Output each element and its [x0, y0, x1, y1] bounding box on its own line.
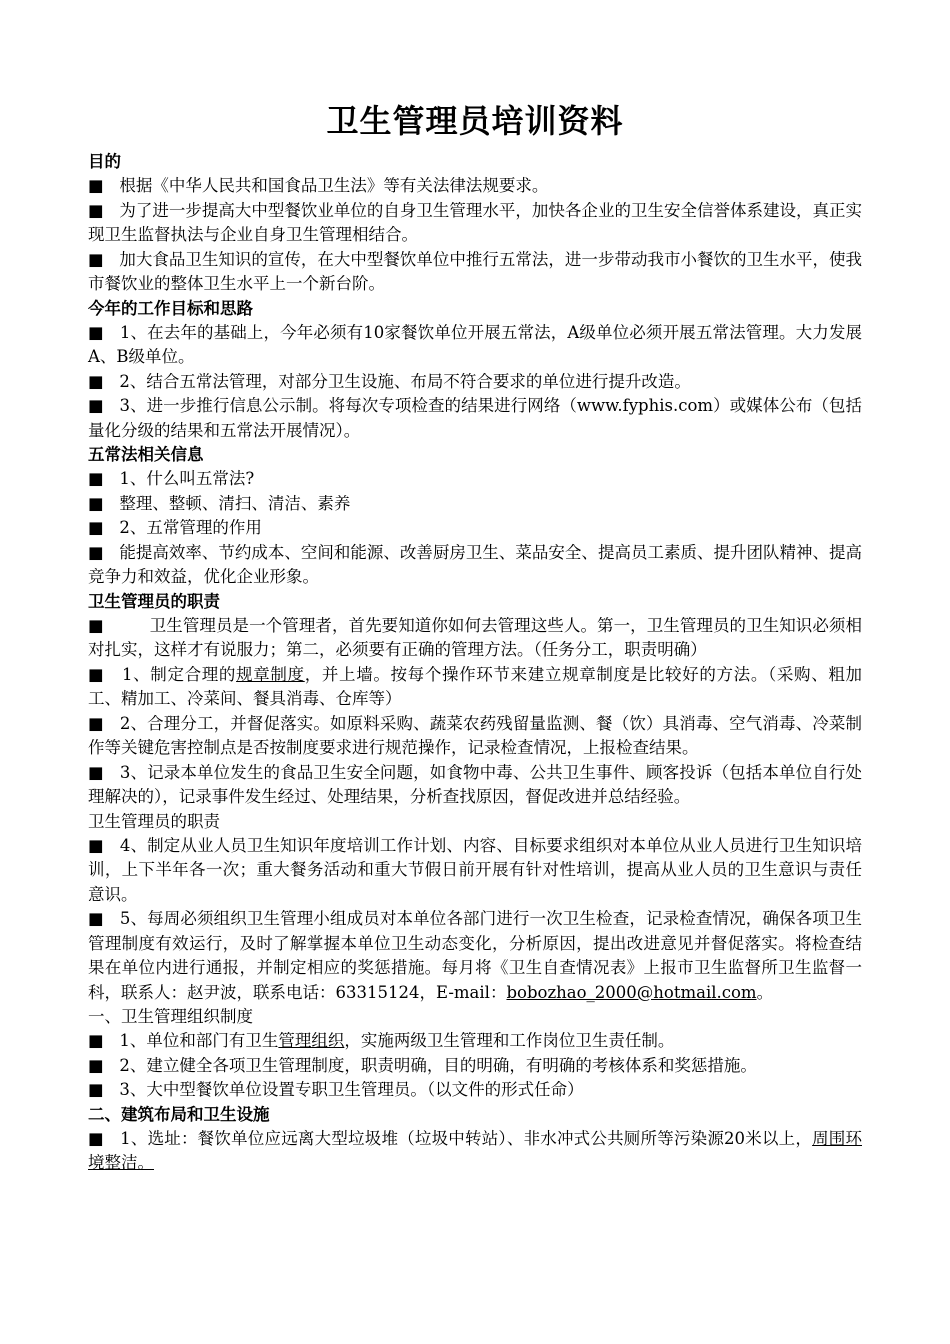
paragraph-text: 3、记录本单位发生的食品卫生安全问题，如食物中毒、公共卫生事件、顾客投诉（包括本单位自行处理解决的），记录事件发生经过、处理结果，分析查找原因，督促改进并总结经验。	[88, 762, 862, 806]
paragraph-text: 加大食品卫生知识的宣传，在大中型餐饮单位中推行五常法，进一步带动我市小餐饮的卫生水平，使我市餐饮业的整体卫生水平上一个新台阶。	[88, 249, 862, 293]
bullet-icon: ■	[88, 176, 104, 195]
paragraph	[88, 174, 862, 199]
paragraph	[88, 467, 862, 492]
paragraph	[88, 199, 862, 248]
paragraph	[88, 614, 862, 663]
bullet-icon: ■	[88, 713, 104, 733]
paragraph-text: 2、结合五常法管理，对部分卫生设施、布局不符合要求的单位进行提升改造。	[119, 371, 691, 391]
paragraph-text: 根据《中华人民共和国食品卫生法》等有关法律法规要求。	[119, 176, 549, 195]
bullet-icon: ■	[88, 396, 104, 415]
paragraph-text: 3、进一步推行信息公示制。将每次专项检查的结果进行网络（www.fyphis.com）或媒体公布（包括量化分级的结果和五常法开展情况）。	[88, 396, 862, 440]
bullet-icon: ■	[88, 1080, 104, 1099]
bullet-icon: ■	[88, 1055, 104, 1075]
paragraph-text: 能提高效率、节约成本、空间和能源、改善厨房卫生、菜品安全、提高员工素质、提升团队精神、提高竞争力和效益，优化企业形象。	[88, 542, 862, 586]
bullet-icon: ■	[88, 835, 104, 855]
paragraph-text: 1、什么叫五常法?	[119, 469, 255, 488]
bullet-icon: ■	[88, 493, 104, 513]
email-link[interactable]: bobozhao_2000@hotmail.com	[506, 982, 757, 1002]
paragraph	[88, 321, 862, 370]
paragraph-text: ，并上墙。按每个操作环节来建立规章制度是比较好的方法。（采购、粗加工、精加工、冷菜间、餐具消毒、仓库等）	[88, 664, 863, 708]
bullet-icon: ■	[88, 762, 104, 782]
paragraph-text: 1、制定合理的	[121, 664, 237, 684]
paragraph-text: ，实施两级卫生管理和工作岗位卫生责任制。	[344, 1031, 675, 1050]
bullet-icon: ■	[88, 664, 105, 684]
paragraph	[88, 712, 862, 761]
paragraph	[88, 1054, 862, 1079]
paragraph-text: 2、建立健全各项卫生管理制度，职责明确，目的明确，有明确的考核体系和奖惩措施。	[119, 1055, 757, 1075]
paragraph-text: 。	[756, 982, 774, 1002]
section-heading-duties: 卫生管理员的职责	[88, 591, 220, 611]
paragraph	[88, 663, 862, 712]
section-heading-duties-2: 卫生管理员的职责	[88, 811, 220, 831]
underlined-text: 周围环境整洁。	[88, 1128, 862, 1172]
bullet-icon: ■	[88, 249, 104, 269]
paragraph	[88, 248, 862, 297]
paragraph-text: 4、制定从业人员卫生知识年度培训工作计划、内容、目标要求组织对本单位从业人员进行卫生知识培训，上下半年各一次；重大餐务活动和重大节假日前开展有针对性培训，提高从业人员的卫生意识与责任意识。	[88, 835, 862, 904]
bullet-icon: ■	[88, 909, 104, 928]
bullet-icon: ■	[88, 518, 104, 537]
paragraph-text: 1、在去年的基础上，今年必须有10家餐饮单位开展五常法，A级单位必须开展五常法管理。大力发展A、B级单位。	[88, 322, 862, 366]
paragraph	[88, 492, 862, 517]
paragraph	[88, 1029, 862, 1054]
paragraph-text: 2、合理分工，并督促落实。如原料采购、蔬菜农药残留量监测、餐（饮）具消毒、空气消毒、冷菜制作等关键危害控制点是否按制度要求进行规范操作，记录检查情况，上报检查结果。	[88, 713, 862, 757]
paragraph-text: 卫生管理员是一个管理者，首先要知道你如何去管理这些人。第一，卫生管理员的卫生知识必须相对扎实，这样才有说服力；第二，必须要有正确的管理方法。（任务分工，职责明确）	[88, 615, 862, 659]
section-heading-goals: 今年的工作目标和思路	[88, 298, 253, 318]
paragraph-text: 2、五常管理的作用	[119, 518, 262, 537]
bullet-icon: ■	[88, 615, 104, 635]
paragraph	[88, 370, 862, 395]
paragraph-text: 1、选址：餐饮单位应远离大型垃圾堆（垃圾中转站）、非水冲式公共厕所等污染源20米以上，	[120, 1128, 813, 1148]
underlined-text: 管理组织	[278, 1031, 345, 1050]
paragraph	[88, 394, 862, 443]
paragraph	[88, 907, 862, 1005]
paragraph	[88, 1078, 862, 1103]
paragraph	[88, 541, 862, 590]
section-heading-org: 一、卫生管理组织制度	[88, 1007, 253, 1026]
document-title: 卫生管理员培训资料	[326, 102, 624, 140]
bullet-icon: ■	[88, 371, 104, 391]
section-heading-building: 二、建筑布局和卫生设施	[88, 1104, 270, 1124]
paragraph	[88, 516, 862, 541]
bullet-icon: ■	[88, 322, 104, 342]
bullet-icon: ■	[88, 469, 104, 488]
bullet-icon: ■	[88, 200, 104, 220]
section-heading-purpose: 目的	[88, 152, 121, 171]
section-heading-five-s: 五常法相关信息	[88, 445, 204, 464]
bullet-icon: ■	[88, 542, 104, 562]
paragraph-text: 1、单位和部门有卫生	[119, 1031, 279, 1050]
paragraph	[88, 834, 862, 908]
paragraph	[88, 1127, 862, 1176]
paragraph-text: 整理、整顿、清扫、清洁、素养	[119, 493, 351, 513]
bullet-icon: ■	[88, 1128, 104, 1148]
paragraph	[88, 761, 862, 810]
paragraph-text: 3、大中型餐饮单位设置专职卫生管理员。（以文件的形式任命）	[119, 1080, 584, 1099]
paragraph-text: 为了进一步提高大中型餐饮业单位的自身卫生管理水平，加快各企业的卫生安全信誉体系建设，真正实现卫生监督执法与企业自身卫生管理相结合。	[88, 200, 862, 244]
paragraph-text: 5、每周必须组织卫生管理小组成员对本单位各部门进行一次卫生检查，记录检查情况，确保各项卫生管理制度有效运行，及时了解掌握本单位卫生动态变化，分析原因，提出改进意见并督促落实。将检查结果在单位内进行通报，并制定相应的奖惩措施。每月将《卫生自查情况表》上报市卫生监督所卫生监督一科，联系人：赵尹波，联系电话：63315124，E-mail：	[88, 909, 862, 1002]
underlined-text: 规章制度	[236, 664, 305, 684]
bullet-icon: ■	[88, 1031, 104, 1050]
